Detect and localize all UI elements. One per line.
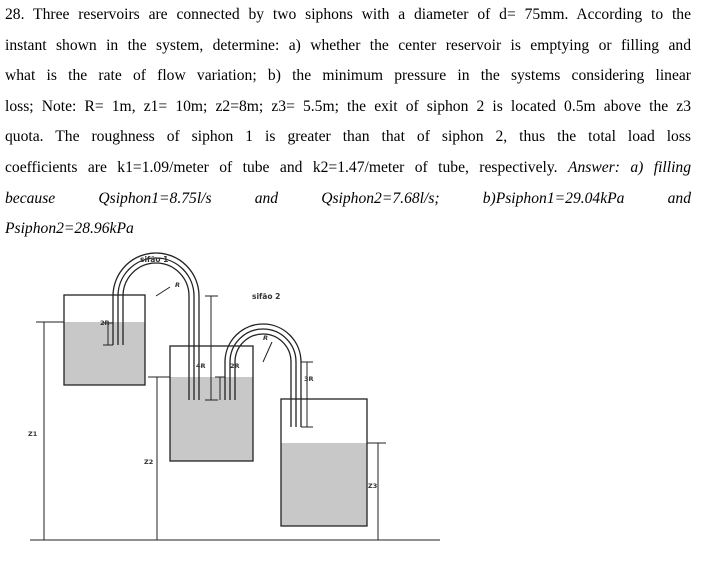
problem-line-6-text: coefficients are k1=1.09/meter of tube and k2=1.47/meter of tube, respectively.: [5, 158, 558, 176]
answer-because: because: [5, 189, 56, 207]
problem-line-4: loss; Note: R= 1m, z1= 10m; z2=8m; z3= 5.5m; the exit of siphon 2 is located 0.5m above the z3: [5, 97, 691, 115]
left-reservoir-water: [64, 322, 145, 385]
middle-2r-label: 2R: [230, 362, 240, 370]
z2-label: Z2: [144, 458, 154, 466]
z1-label: Z1: [28, 430, 38, 438]
answer-p-siphon-2: Psiphon2=28.96kPa: [5, 220, 134, 238]
siphon-2-label: sifão 2: [252, 292, 281, 301]
answer-q-siphon-1: Qsiphon1=8.75l/s: [98, 189, 212, 207]
siphon-2-r-label: R: [263, 334, 269, 342]
siphon-1-label: sifão 1: [140, 255, 169, 264]
answer-q-siphon-2: Qsiphon2=7.68l/s;: [321, 189, 440, 207]
z3-label: Z3: [368, 482, 378, 490]
problem-line-3: what is the rate of flow variation; b) the minimum pressure in the systems considering linear: [5, 67, 691, 85]
right-3r-label: 3R: [304, 375, 314, 383]
problem-line-2: instant shown in the system, determine: a) whether the center reservoir is emptying or filling and: [5, 36, 691, 54]
problem-line-5: quota. The roughness of siphon 1 is greater than that of siphon 2, thus the total load loss: [5, 128, 691, 146]
left-2r-label: 2R: [100, 319, 110, 327]
problem-line-1: 28. Three reservoirs are connected by two siphons with a diameter of d= 75mm. According to the: [5, 6, 691, 23]
right-reservoir-water: [281, 443, 367, 526]
middle-4r-label: 4R: [196, 362, 206, 370]
answer-and-1: and: [254, 189, 279, 207]
siphon-1-r-label: R: [175, 281, 181, 289]
answer-p-siphon-1: b)Psiphon1=29.04kPa: [482, 189, 625, 207]
answer-part-a-start: Answer: a) filling: [567, 158, 691, 176]
answer-and-2: and: [667, 189, 691, 207]
